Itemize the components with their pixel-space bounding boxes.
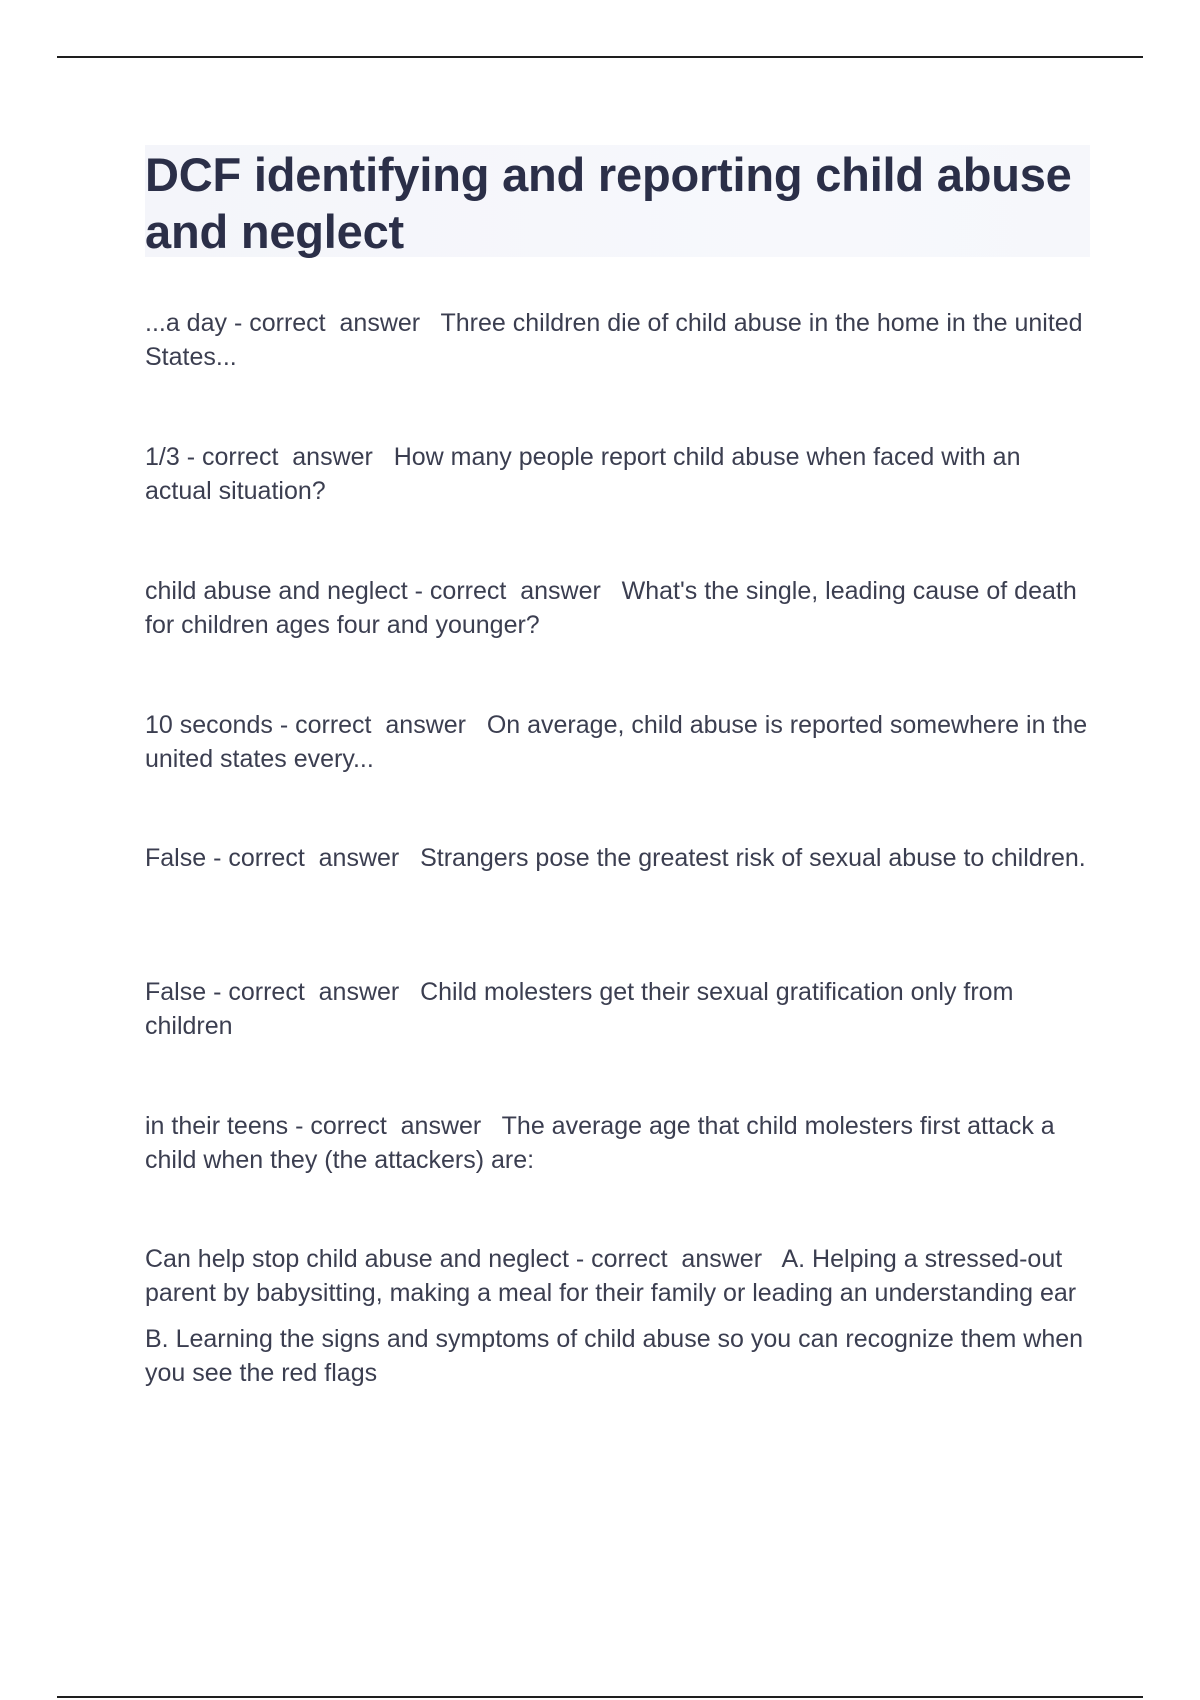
qa-item xyxy=(145,1109,1090,1177)
qa-definition: The average age that child molesters first attack a child when they (the attackers) are: xyxy=(145,1112,1062,1174)
qa-item xyxy=(145,1242,1090,1415)
qa-definition: On average, child abuse is reported somewhere in the united states every... xyxy=(145,711,1095,773)
qa-definition: Three children die of child abuse in the home in the united States... xyxy=(145,309,1090,371)
qa-separator: - correct answer xyxy=(206,978,421,1006)
qa-item xyxy=(145,708,1095,776)
qa-separator: - correct answer xyxy=(288,1112,502,1140)
qa-definition: How many people report child abuse when faced with an actual situation? xyxy=(145,443,1028,505)
qa-item xyxy=(145,574,1090,642)
qa-term: 10 seconds xyxy=(145,711,273,739)
qa-item xyxy=(145,306,1090,374)
bottom-rule xyxy=(57,1696,1143,1698)
qa-separator: - correct answer xyxy=(272,711,487,739)
qa-item xyxy=(145,440,1090,508)
qa-item xyxy=(145,841,1090,875)
top-rule xyxy=(57,56,1143,58)
qa-separator: - correct answer xyxy=(179,443,394,471)
qa-term: in their teens xyxy=(145,1112,289,1140)
qa-item xyxy=(145,975,1090,1043)
qa-term: False xyxy=(145,844,207,872)
qa-separator: - correct answer xyxy=(227,309,441,337)
qa-definition: A. Helping a stressed-out parent by babysitting, making a meal for their family or leading an understanding ear xyxy=(145,1245,1077,1307)
qa-term: child abuse and neglect xyxy=(145,577,408,605)
document-title: DCF identifying and reporting child abuse and neglect xyxy=(145,148,1072,258)
qa-line xyxy=(145,1242,1090,1310)
qa-definition: Strangers pose the greatest risk of sexual abuse to children. xyxy=(420,844,1086,872)
qa-definition: What's the single, leading cause of death for children ages four and younger? xyxy=(145,577,1084,639)
qa-term: False xyxy=(145,978,207,1006)
qa-term: Can help stop child abuse and neglect xyxy=(145,1245,569,1273)
qa-term: 1/3 xyxy=(145,443,180,471)
qa-separator: - correct answer xyxy=(407,577,622,605)
qa-definition-continued: B. Learning the signs and symptoms of child abuse so you can recognize them when you see the red flags xyxy=(145,1325,1084,1387)
qa-term: ...a day xyxy=(145,309,227,337)
qa-definition: Child molesters get their sexual gratification only from children xyxy=(145,978,1021,1040)
qa-separator: - correct answer xyxy=(206,844,421,872)
qa-separator: - correct answer xyxy=(568,1245,782,1273)
